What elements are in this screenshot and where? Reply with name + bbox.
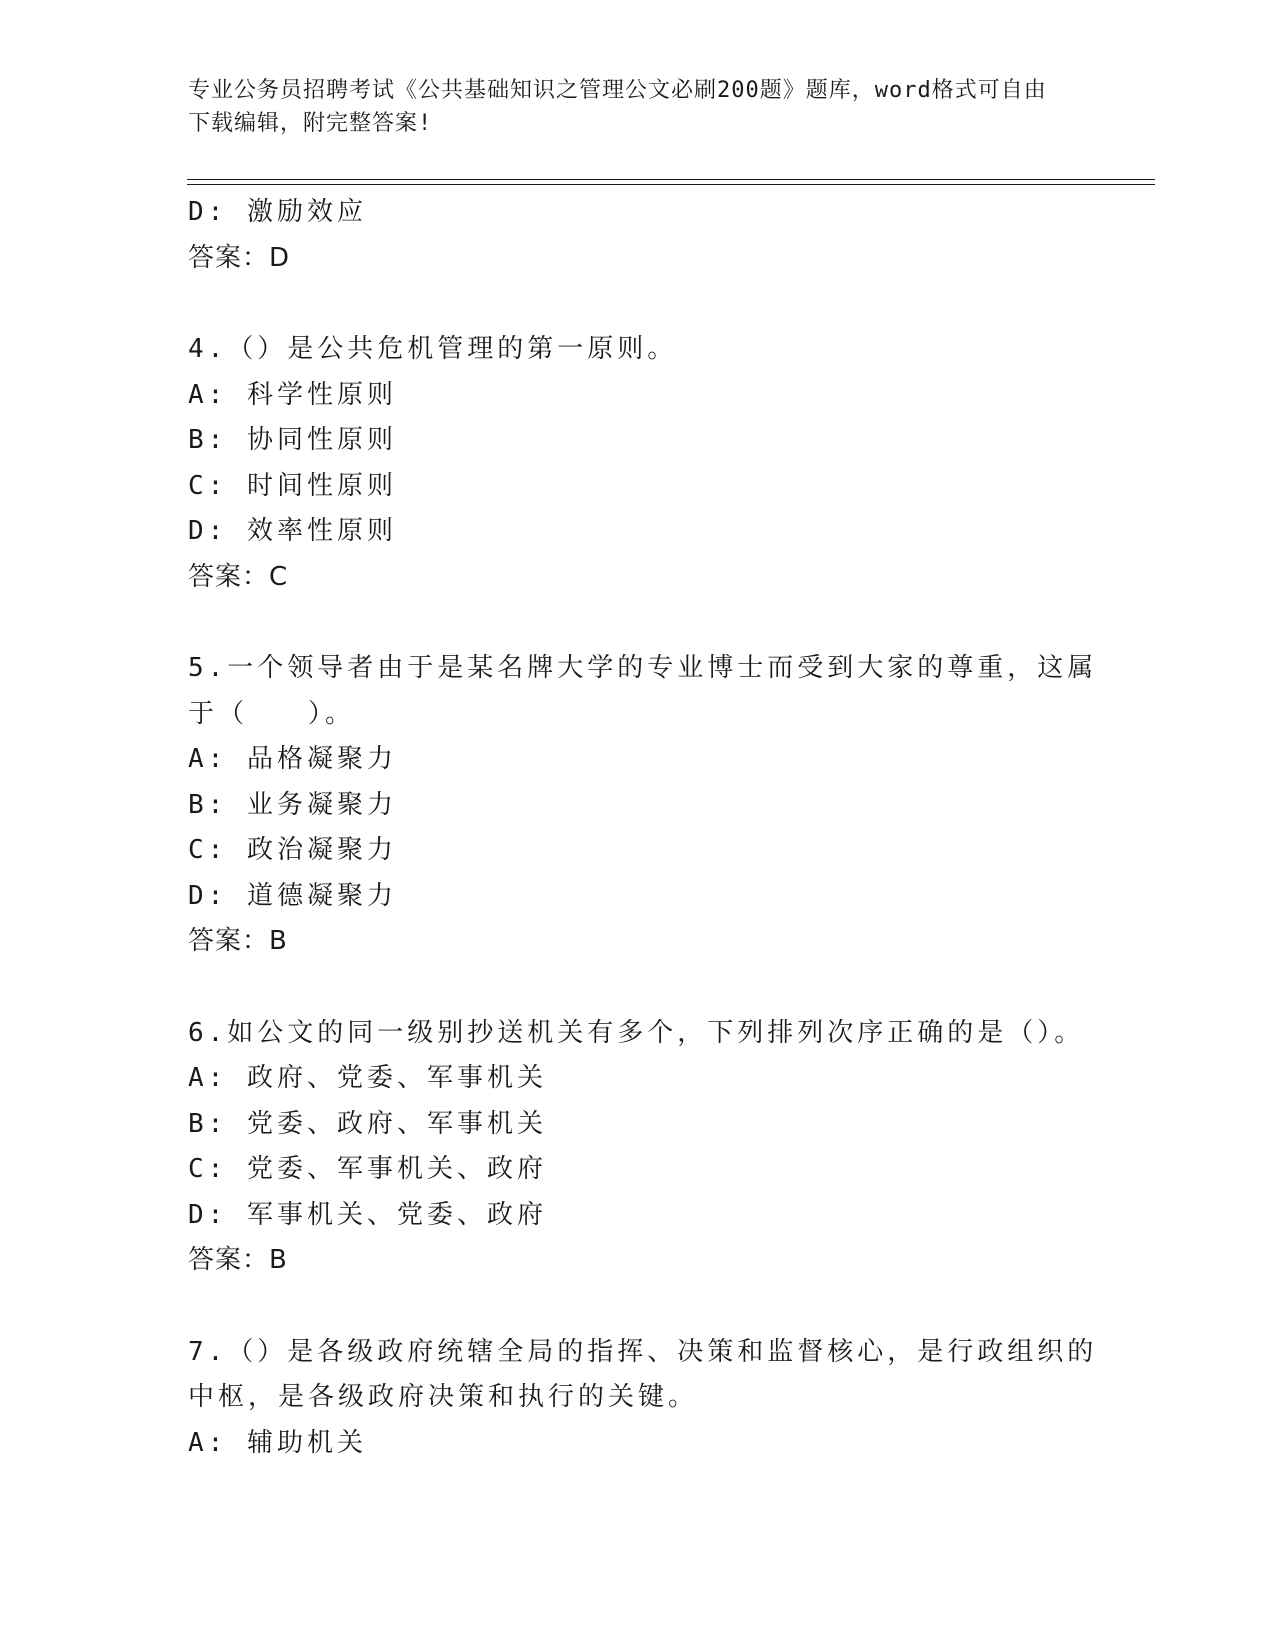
question-stem-line-2: 中枢，是各级政府决策和执行的关键。 [188, 1382, 699, 1412]
question-6 [188, 1011, 1085, 1284]
spacer [188, 281, 1068, 327]
question-7 [188, 1330, 1098, 1467]
question-stem-line-1: 5.一个领导者由于是某名牌大学的专业博士而受到大家的尊重，这属 [188, 653, 1098, 683]
answer: 答案：B [188, 926, 288, 956]
option-b: B: 协同性原则 [188, 425, 397, 455]
option-a: A: 政府、党委、军事机关 [188, 1063, 547, 1093]
answer: 答案：D [188, 242, 291, 273]
option-d: D: 激励效应 [188, 197, 367, 227]
answer: 答案：C [188, 561, 289, 592]
page-header [188, 74, 1068, 140]
option-a: A: 科学性原则 [188, 379, 397, 410]
option-d: D: 道德凝聚力 [188, 880, 397, 911]
answer: 答案：B [188, 1245, 288, 1275]
option-c: C: 政治凝聚力 [188, 835, 397, 865]
question-4 [188, 327, 1068, 600]
spacer [188, 1284, 1068, 1330]
question-stem: 6.如公文的同一级别抄送机关有多个，下列排列次序正确的是（）。 [188, 1017, 1085, 1048]
question-stem-line-2: 于（ ）。 [188, 698, 356, 729]
option-b: B: 业务凝聚力 [188, 789, 397, 820]
question-list [188, 190, 1098, 1466]
header-rule-top [187, 179, 1155, 180]
header-title: 专业公务员招聘考试《公共基础知识之管理公文必刷200题》题库，word格式可自由下载编辑，附完整答案! [188, 78, 1047, 136]
question-stem-line-1: 7.（）是各级政府统辖全局的指挥、决策和监督核心，是行政组织的 [188, 1336, 1098, 1367]
option-c: C: 时间性原则 [188, 470, 397, 501]
option-a: A: 品格凝聚力 [188, 744, 397, 774]
option-d: D: 军事机关、党委、政府 [188, 1199, 547, 1230]
option-d: D: 效率性原则 [188, 516, 397, 546]
question-stem: 4.（）是公共危机管理的第一原则。 [188, 334, 678, 364]
option-a: A: 辅助机关 [188, 1427, 367, 1458]
option-c: C: 党委、军事机关、政府 [188, 1154, 547, 1184]
question-3-tail [188, 190, 1068, 281]
option-b: B: 党委、政府、军事机关 [188, 1108, 547, 1139]
spacer [188, 600, 1068, 646]
spacer [188, 965, 1068, 1011]
header-rule-bottom [187, 184, 1155, 185]
question-5 [188, 646, 1098, 965]
